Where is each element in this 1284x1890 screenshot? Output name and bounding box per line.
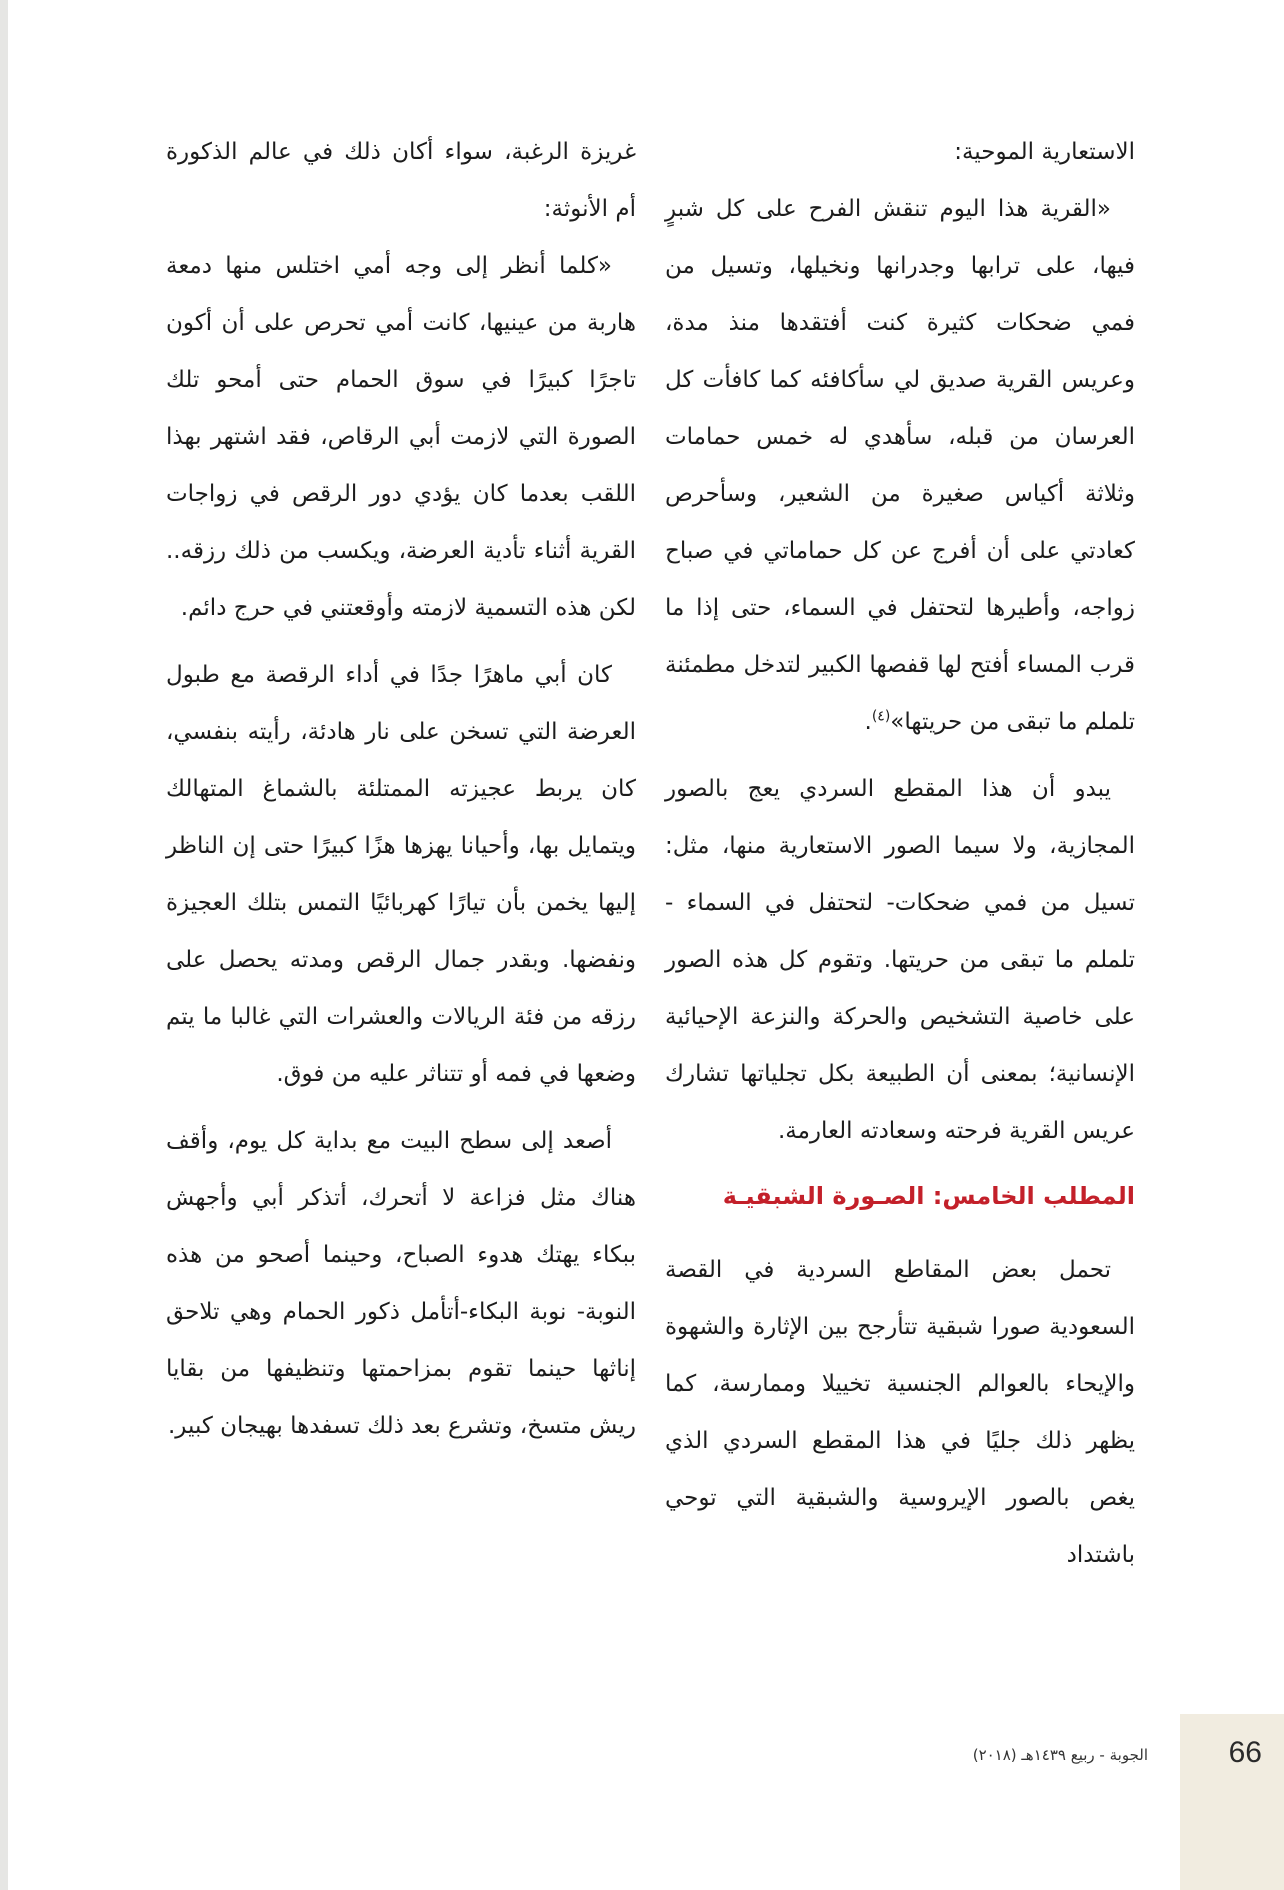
paragraph: تحمل بعض المقاطع السردية في القصة السعودية صورا شبقية تتأرجح بين الإثارة والشهوة والإيحاء بالعوالم الجنسية تخييلا وممارسة، كما يظهر ذلك جليًا في هذا المقطع السردي الذي يغص بالصور الإيروسية والشبقية التي توحي باشتداد	[665, 1257, 1135, 1568]
paragraph: أصعد إلى سطح البيت مع بداية كل يوم، وأقف هناك مثل فزاعة لا أتحرك، أتذكر أبي وأجهش ببكاء يهتك هدوء الصباح، وحينما أصحو من هذه النوبة- نوبة البكاء-أتأمل ذكور الحمام وهي تلاحق إناثها حينما تقوم بمزاحمتها وتنظيفها من بقايا ريش متسخ، وتشرع بعد ذلك تسفدها بهيجان كبير.	[166, 1128, 636, 1439]
folio-box	[1180, 1714, 1284, 1890]
page	[8, 0, 1284, 1890]
paragraph: كان أبي ماهرًا جدًا في أداء الرقصة مع طبول العرضة التي تسخن على نار هادئة، رأيته بنفسي، كان يربط عجيزته الممتلئة بالشماغ المتهالك ويتمايل بها، وأحيانا يهزها هزًا كبيرًا حتى إن الناظر إليها يخمن بأن تيارًا كهربائيًا التمس بتلك العجيزة ونفضها. وبقدر جمال الرقص ومدته يحصل على رزقه من فئة الريالات والعشرات التي غالبا ما يتم وضعها في فمه أو تتناثر عليه من فوق.	[166, 662, 636, 1087]
quote-text: «القرية هذا اليوم تنقش الفرح على كل شبرٍ فيها، على ترابها وجدرانها ونخيلها، وتسيل من فمي ضحكات كثيرة كنت أفتقدها منذ مدة، وعريس القرية صديق لي سأكافئه كما كافأت كل العرسان من قبله، سأهدي له خمس حمامات وثلاثة أكياس صغيرة من الشعير، وسأحرص كعادتي على أن أفرج عن كل حماماتي في صباح زواجه، وأطيرها لتحتفل في السماء، حتى إذا ما قرب المساء أفتح لها قفصها الكبير لتدخل مطمئنة تلملم ما تبقى من حريتها»	[665, 196, 1135, 735]
quote-end: .	[864, 709, 872, 735]
left-column	[166, 124, 636, 1465]
paragraph: يبدو أن هذا المقطع السردي يعج بالصور المجازية، ولا سيما الصور الاستعارية منها، مثل: تسيل من فمي ضحكات- لتحتفل في السماء - تلملم ما تبقى من حريتها. وتقوم كل هذه الصور على خاصية التشخيص والحركة والنزعة الإحيائية الإنسانية؛ بمعنى أن الطبيعة بكل تجلياتها تشارك عريس القرية فرحته وسعادته العارمة.	[665, 776, 1135, 1144]
footer-citation: الجوبة - ربيع ١٤٣٩هـ (٢٠١٨)	[972, 1746, 1148, 1764]
quote-paragraph: «كلما أنظر إلى وجه أمي اختلس منها دمعة هاربة من عينيها، كانت أمي تحرص على أن أكون تاجرًا كبيرًا في سوق الحمام حتى أمحو تلك الصورة التي لازمت أبي الرقاص، فقد اشتهر بهذا اللقب بعدما كان يؤدي دور الرقص في زواجات القرية أثناء تأدية العرضة، ويكسب من ذلك رزقه.. لكن هذه التسمية لازمته وأوقعتني في حرج دائم.	[166, 253, 636, 621]
right-column	[665, 124, 1135, 1594]
paragraph: غريزة الرغبة، سواء أكان ذلك في عالم الذكورة أم الأنوثة:	[166, 139, 636, 222]
footnote-ref: (٤)	[871, 708, 891, 725]
section-heading: المطلب الخامس: الصـورة الشبقيـة	[722, 1182, 1135, 1210]
page-number: 66	[1228, 1736, 1262, 1769]
paragraph: الاستعارية الموحية:	[954, 139, 1135, 165]
quote-paragraph	[665, 181, 1135, 751]
